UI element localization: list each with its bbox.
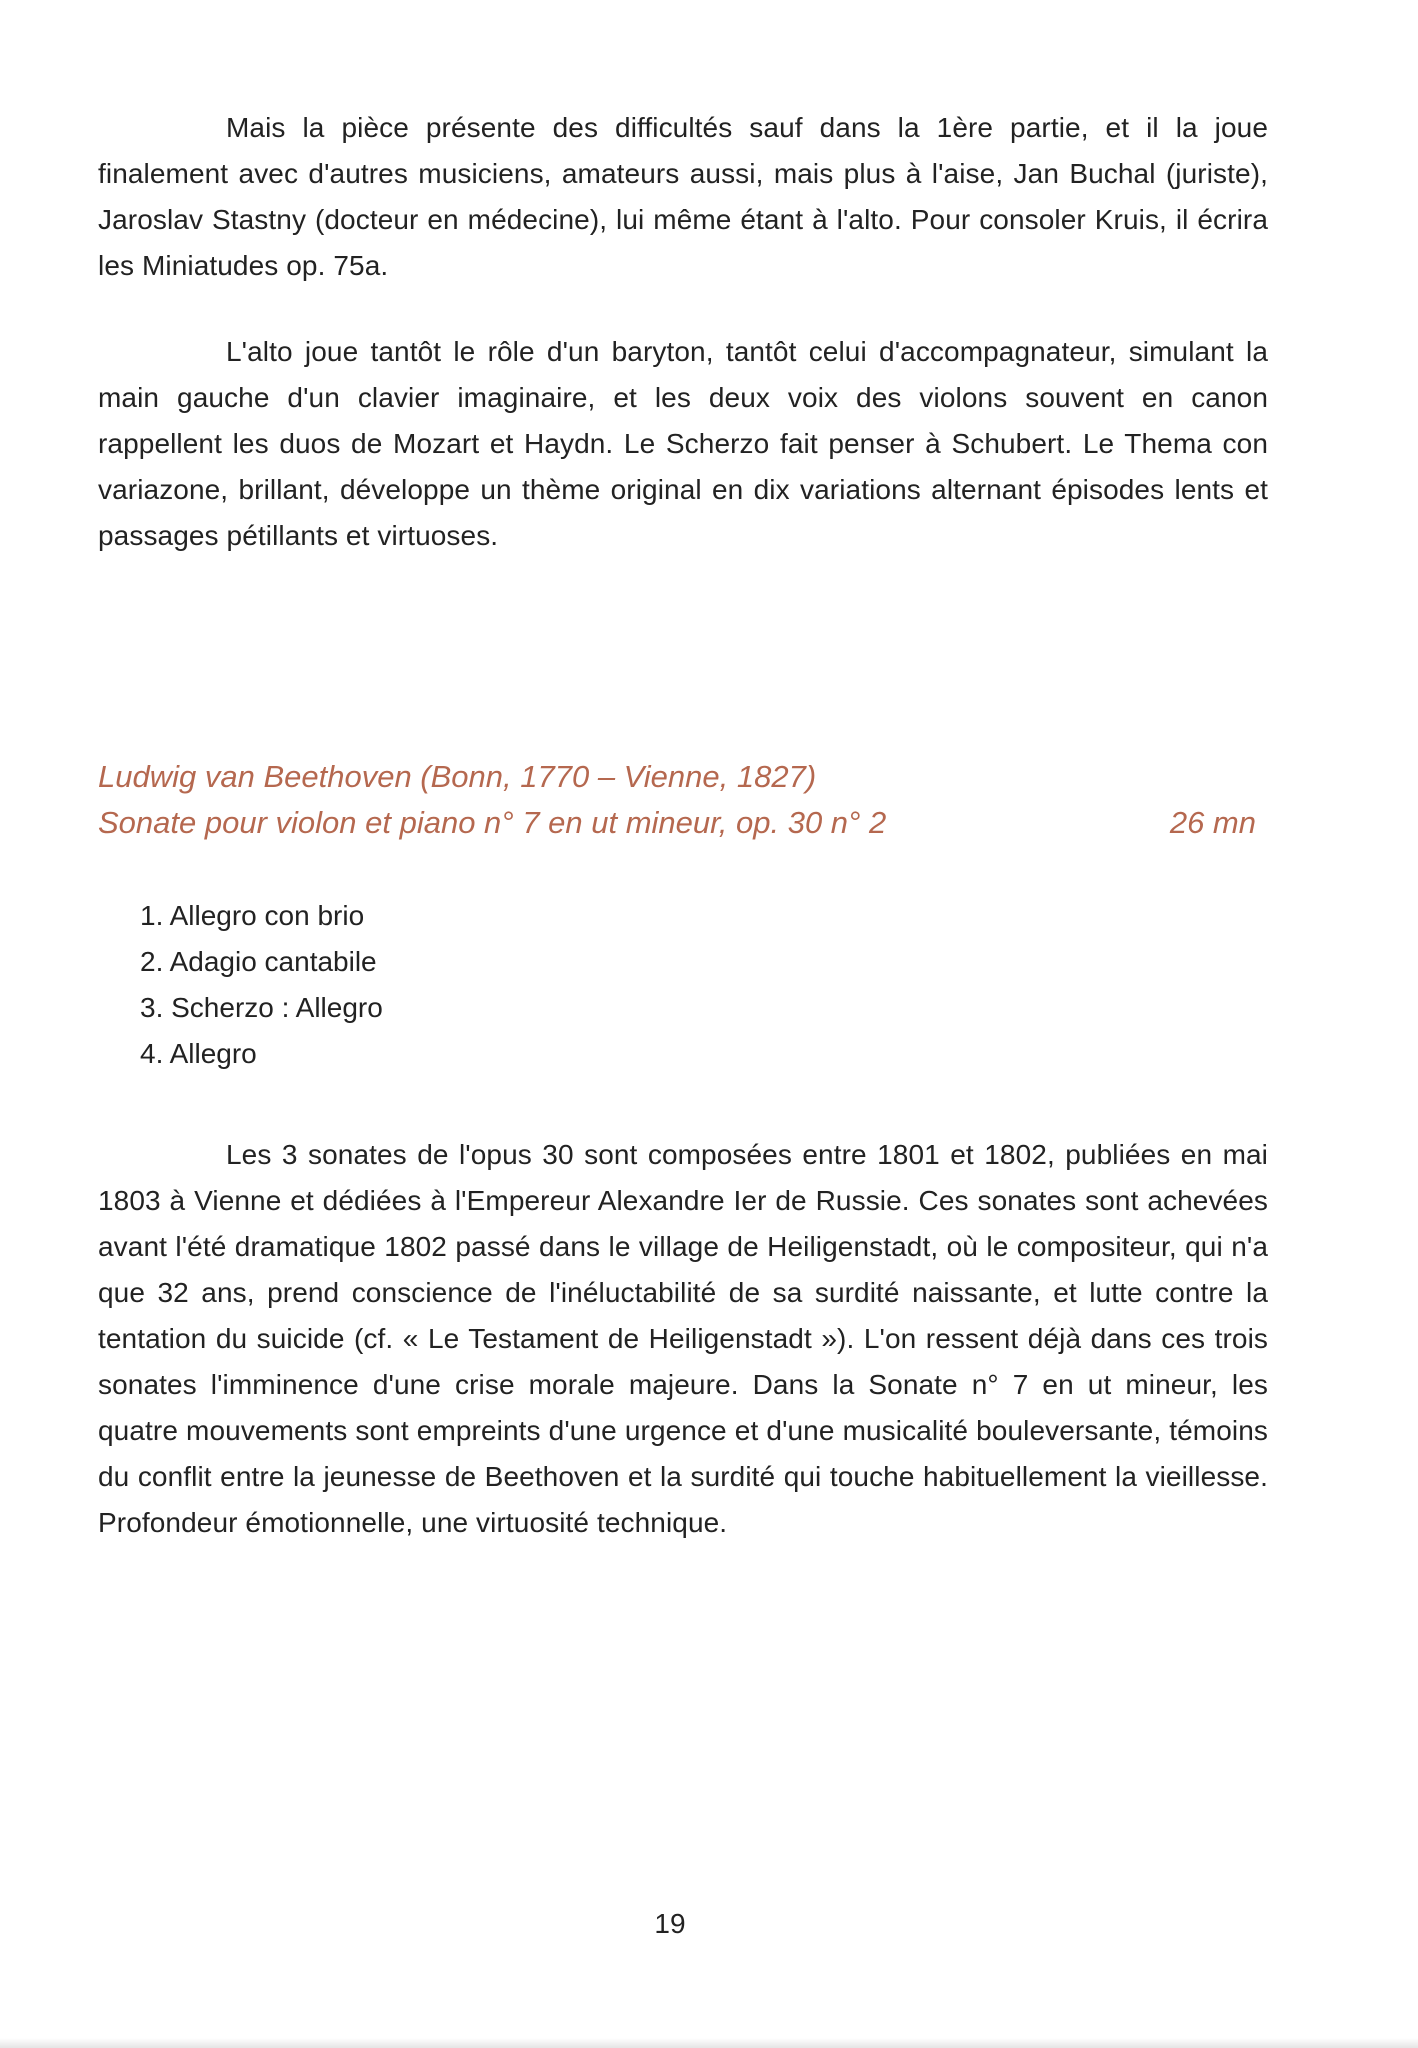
movement-item: 4. Allegro [140,1038,257,1069]
movement-list [140,893,383,1077]
work-duration: 26 mn [1169,805,1256,840]
movement-item: 1. Allegro con brio [140,900,365,931]
paragraph-alto-role: L'alto joue tantôt le rôle d'un baryton, tantôt celui d'accompagnateur, simulant la main gauche d'un clavier imaginaire, et les deux voix des violons souvent en canon rappellent les duos de Mozart et Haydn. Le Scherzo fait penser à Schubert. Le Thema con variazone, brillant, développe un thème original en dix variations alternant épisodes lents et passages pétillants et virtuoses. [98,336,1268,551]
work-title: Sonate pour violon et piano n° 7 en ut mineur, op. 30 n° 2 [98,805,887,840]
paragraph-opus30-history: Les 3 sonates de l'opus 30 sont composées entre 1801 et 1802, publiées en mai 1803 à Vienne et dédiées à l'Empereur Alexandre Ier de Russie. Ces sonates sont achevées avant l'été dramatique 1802 passé dans le village de Heiligenstadt, où le compositeur, qui n'a que 32 ans, prend conscience de l'inéluctabilité de sa surdité naissante, et lutte contre la tentation du suicide (cf. « Le Testament de Heiligenstadt »). L'on ressent déjà dans ces trois sonates l'imminence d'une crise morale majeure. Dans la Sonate n° 7 en ut mineur, les quatre mouvements sont empreints d'une urgence et d'une musicalité bouleversante, témoins du conflit entre la jeunesse de Beethoven et la surdité qui touche habituellement la vieillesse. Profondeur émotionnelle, une virtuosité technique. [98,1139,1268,1538]
work-heading [98,800,1268,846]
paragraph-miniatures-context: Mais la pièce présente des difficultés sauf dans la 1ère partie, et il la joue finalement avec d'autres musiciens, amateurs aussi, mais plus à l'aise, Jan Buchal (juriste), Jaroslav Stastny (docteur en médecine), lui même étant à l'alto. Pour consoler Kruis, il écrira les Miniatudes op. 75a. [98,112,1268,281]
movement-item: 3. Scherzo : Allegro [140,992,383,1023]
page-bottom-edge [0,2038,1418,2048]
movement-item: 2. Adagio cantabile [140,946,377,977]
page-number: 19 [654,1908,686,1939]
composer-heading [98,754,1268,800]
composer-name: Ludwig van Beethoven (Bonn, 1770 – Vienne, 1827) [98,759,817,794]
